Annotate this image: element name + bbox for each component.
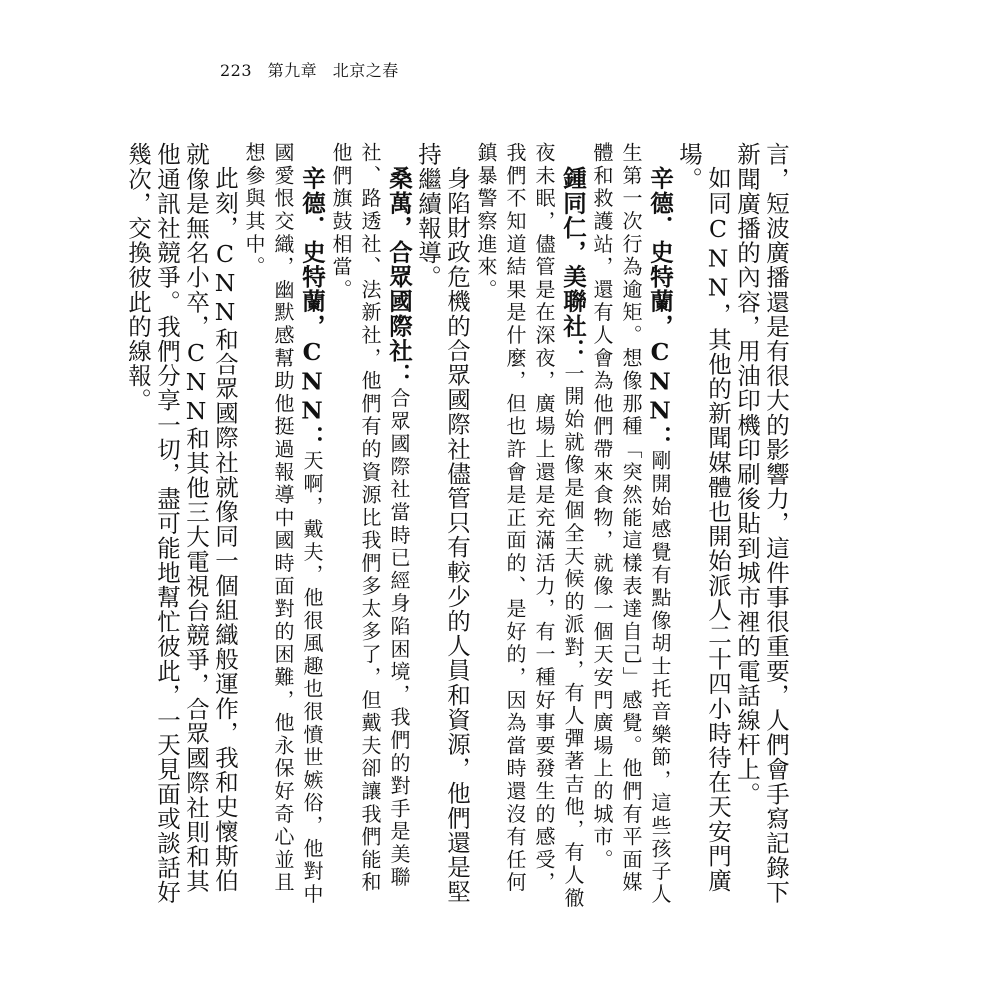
paragraph (123, 142, 239, 912)
interview-quote (239, 142, 326, 912)
paragraph-text: 身陷財政危機的合眾國際社儘管只有較少的人員和資源，他們還是堅持繼續報導。 (414, 142, 471, 904)
interview-quote (326, 142, 413, 912)
chapter-title: 北京之春 (332, 61, 399, 80)
paragraph-text: 言，短波廣播還是有很大的影響力，這件事很重要，人們會手寫記錄下新聞廣播的內容，用油印機印刷後貼到城市裡的電話線杆上。 (733, 142, 790, 905)
quote-speaker: 辛德．史特蘭，CNN： (646, 165, 674, 450)
quote-speaker: 辛德．史特蘭，CNN： (298, 165, 326, 450)
quote-text: 合眾國際社當時已經身陷困境，我們的對手是美聯社、路透社、法新社，他們有的資源比我們多太多了，但戴夫卻讓我們能和他們旗鼓相當。 (329, 142, 411, 895)
chapter-number: 第九章 (267, 61, 318, 80)
quote-speaker: 桑萬，合眾國際社： (385, 165, 413, 387)
paragraph-continued (732, 142, 790, 912)
paragraph (674, 142, 732, 912)
paragraph-text: 此刻，CNN和合眾國際社就像同一個組織般運作，我和史懷斯伯就像是無名小卒，CNN和其他三大電視台競爭，合眾國際社則和其他通訊社競爭。我們分享一切，盡可能地幫忙彼此，一天見面或談話好幾次，交換彼此的線報。 (124, 142, 239, 905)
paragraph-text: 如同CNN，其他的新聞媒體也開始派人二十四小時待在天安門廣場。 (675, 142, 732, 893)
running-header (220, 58, 409, 81)
interview-quote (471, 142, 587, 912)
paragraph (413, 142, 471, 912)
quote-speaker: 鍾同仁，美聯社： (559, 165, 587, 363)
quote-text: 一開始就像是個全天候的派對，有人彈著吉他，有人徹夜未眠，儘管是在深夜，廣場上還是充滿活力，有一種好事要發生的感受，我們不知道結果是什麼，但也許會是正面的、是好的，因為當時還沒有任何鎮暴警察進來。 (474, 142, 585, 910)
quote-text: 剛開始感覺有點像胡士托音樂節，這些孩子人生第一次行為逾矩。想像那種「突然能這樣表達自己」感覺。他們有平面媒體和救護站，還有人會為他們帶來食物，就像一個天安門廣場上的城市。 (590, 142, 672, 906)
quote-text: 天啊，戴夫，他很風趣也很憤世嫉俗，他對中國愛恨交織，幽默感幫助他挺過報導中國時面對的困難，他永保好奇心並且想參與其中。 (242, 142, 324, 906)
page-number: 223 (220, 61, 253, 80)
interview-quote (587, 142, 674, 912)
vertical-text-body (124, 142, 790, 912)
